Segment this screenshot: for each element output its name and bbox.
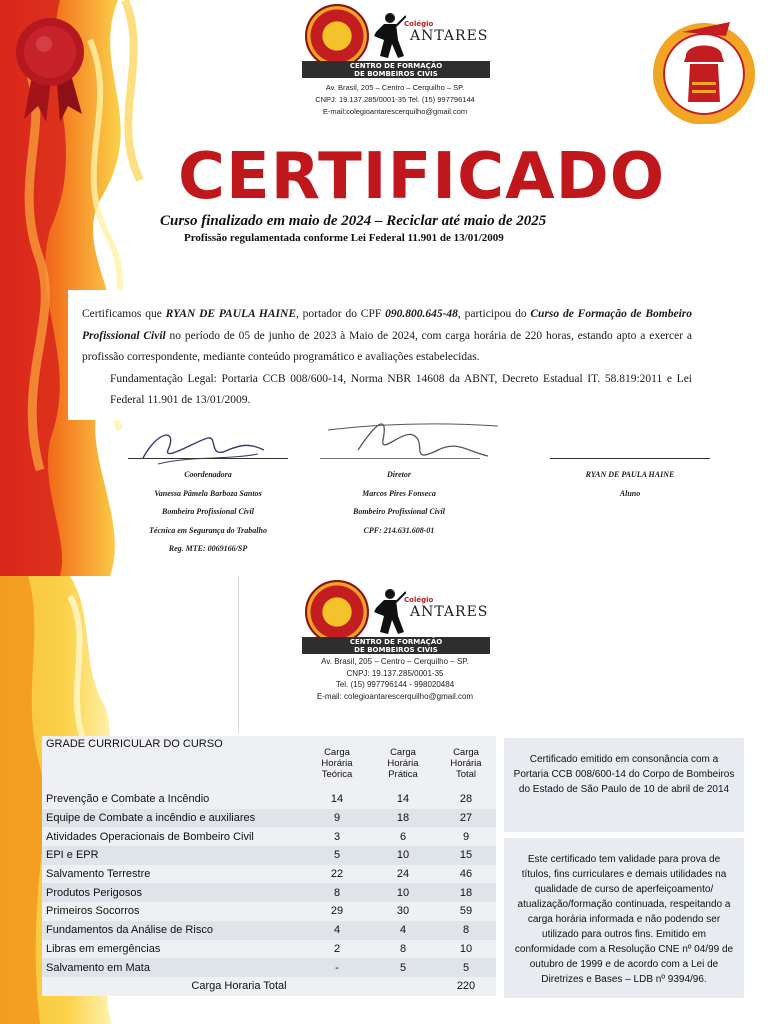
hours-cell: 10: [370, 883, 436, 902]
hours-cell: 4: [304, 921, 370, 940]
colegio-label: Colégio: [404, 20, 434, 28]
hours-cell: 6: [370, 827, 436, 846]
hours-cell: 22: [304, 865, 370, 884]
hours-cell: 8: [436, 921, 496, 940]
subject-cell: Primeiros Socorros: [42, 902, 304, 921]
curriculum-page: [0, 576, 768, 1024]
table-row: [42, 902, 496, 921]
certificate-title: CERTIFICADO: [178, 140, 666, 214]
table-header-total: Carga Horária Total: [436, 736, 496, 790]
hours-cell: 5: [370, 958, 436, 977]
fire-brigade-emblem-icon: [305, 580, 369, 644]
director-signature-line: [320, 458, 480, 459]
hours-cell: 5: [436, 958, 496, 977]
school-address-page2: Av. Brasil, 205 – Centro – Cerquilho – SP. CNPJ: 19.137.285/0001-35 Tel. (15) 997796144 - 998020484 E-mail: colegioantarescerquilho@gmail.com: [316, 657, 474, 701]
coordinator-signature-icon: [138, 420, 268, 470]
subject-cell: Fundamentos da Análise de Risco: [42, 921, 304, 940]
hours-cell: 9: [436, 827, 496, 846]
hours-cell: 3: [304, 827, 370, 846]
student-cpf: 090.800.645-48: [385, 308, 458, 320]
firefighter-silhouette-icon: [370, 12, 406, 60]
hours-cell: 8: [370, 940, 436, 959]
certificate-body: [82, 304, 692, 412]
school-header-page2: [295, 580, 495, 702]
director-signature-icon: [318, 410, 508, 470]
curriculum-table: [42, 736, 496, 996]
hours-cell: 29: [304, 902, 370, 921]
cnpj-tel-line: CNPJ: 19.137.285/0001-35 Tel. (15) 997796144: [315, 95, 475, 104]
table-row: [42, 809, 496, 828]
antares-wordmark: ANTARES: [410, 604, 489, 620]
table-total-row: [42, 977, 496, 996]
hours-cell: 59: [436, 902, 496, 921]
hours-cell: 30: [370, 902, 436, 921]
subject-cell: Produtos Perigosos: [42, 883, 304, 902]
hours-cell: -: [304, 958, 370, 977]
subject-cell: Salvamento em Mata: [42, 958, 304, 977]
certificate-law-line: Profissão regulamentada conforme Lei Federal 11.901 de 13/01/2009: [184, 232, 504, 244]
fire-brigade-emblem-icon: [305, 4, 369, 68]
certificate-paragraph-1: Certificamos que RYAN DE PAULA HAINE, portador do CPF 090.800.645-48, participou do Curso de Formação de Bombeiro Profissional Civil no período de 05 de junho de 2023 à Maio de 2024, com carga horária de 220 horas, estando apto a exercer a profissão correspondente, mediante conteúdo programático e avaliações estabelecidas.: [82, 308, 692, 363]
table-row: [42, 958, 496, 977]
subject-cell: Equipe de Combate a incêndio e auxiliares: [42, 809, 304, 828]
logo-bar: [302, 61, 490, 78]
table-row: [42, 846, 496, 865]
logo-bar-line2: DE BOMBEIROS CIVIS: [354, 70, 438, 78]
student-signature-line: [550, 458, 710, 459]
hours-cell: 10: [436, 940, 496, 959]
certificate-subtitle: Curso finalizado em maio de 2024 – Reciclar até maio de 2025: [160, 213, 547, 229]
firefighter-silhouette-icon: [370, 588, 406, 636]
school-logo: [300, 4, 490, 78]
hours-cell: 2: [304, 940, 370, 959]
course-name: Curso de Formação de Bombeiro Profissional Civil: [82, 308, 692, 342]
hours-cell: 28: [436, 790, 496, 809]
hours-cell: 15: [436, 846, 496, 865]
school-address: [295, 82, 495, 118]
table-row: [42, 921, 496, 940]
hours-cell: 4: [370, 921, 436, 940]
coordinator-signature-block: Coordenadora Vanessa Pâmela Barboza Santos Bombeira Profissional Civil Técnica em Segurança do Trabalho Reg. MTE: 0069166/SP: [149, 470, 267, 553]
table-row: [42, 827, 496, 846]
validity-note: Este certificado tem validade para prova de títulos, fins curriculares e demais utilidades na qualidade de curso de aperfeiçoamento/ atualização/formação continuada, respeitando a carga horária informada e não podendo ser utilizado para outros fins. Emitido em conformidade com a Resolução CNE nº 04/99 de outubro de 1999 e de acordo com a Lei de Diretrizes e Bases – LDB nº 9394/96.: [504, 838, 744, 998]
total-label: Carga Horaria Total: [42, 977, 436, 996]
total-value: 220: [436, 977, 496, 996]
hours-cell: 27: [436, 809, 496, 828]
hours-cell: 14: [304, 790, 370, 809]
email-line: E-mail:colegioantarescerquilho@gmail.com: [322, 107, 468, 116]
table-body: [42, 790, 496, 977]
hours-cell: 46: [436, 865, 496, 884]
school-header: [295, 4, 495, 118]
table-row: [42, 883, 496, 902]
hours-cell: 10: [370, 846, 436, 865]
hours-cell: 5: [304, 846, 370, 865]
table-row: [42, 790, 496, 809]
school-logo-page2: [300, 580, 490, 654]
hours-cell: 18: [436, 883, 496, 902]
subject-cell: Atividades Operacionais de Bombeiro Civil: [42, 827, 304, 846]
firefighter-badge-icon: [652, 12, 756, 124]
ordinance-note: Certificado emitido em consonância com a Portaria CCB 008/600-14 do Corpo de Bombeiros do Estado de São Paulo de 10 de abril de 2014: [504, 738, 744, 832]
logo-bar-line1: CENTRO DE FORMAÇÃO: [349, 62, 443, 70]
table-header-subject: GRADE CURRICULAR DO CURSO: [42, 736, 304, 790]
director-signature-block: Diretor Marcos Pires Fonseca Bombeiro Profissional Civil CPF: 214.631.608-01: [352, 470, 445, 535]
table-header-theory: Carga Horária Teórica: [304, 736, 370, 790]
red-wax-seal-icon: [14, 14, 86, 124]
subject-cell: Prevenção e Combate a Incêndio: [42, 790, 304, 809]
hours-cell: 8: [304, 883, 370, 902]
coordinator-signature-line: [128, 458, 288, 459]
student-signature-block: RYAN DE PAULA HAINE Aluno: [585, 470, 675, 498]
subject-cell: Libras em emergências: [42, 940, 304, 959]
subject-cell: Salvamento Terrestre: [42, 865, 304, 884]
colegio-label: Colégio: [404, 596, 434, 604]
address-line: Av. Brasil, 205 – Centro – Cerquilho – SP.: [325, 83, 465, 92]
subject-cell: EPI e EPR: [42, 846, 304, 865]
hours-cell: 18: [370, 809, 436, 828]
hours-cell: 9: [304, 809, 370, 828]
antares-wordmark: ANTARES: [410, 28, 489, 44]
table-row: [42, 940, 496, 959]
vertical-divider: [238, 576, 239, 734]
table-row: [42, 865, 496, 884]
student-name: RYAN DE PAULA HAINE: [165, 308, 296, 320]
logo-bar: CENTRO DE FORMAÇÃO DE BOMBEIROS CIVIS: [302, 637, 490, 654]
table-header-row: [42, 736, 496, 790]
hours-cell: 14: [370, 790, 436, 809]
hours-cell: 24: [370, 865, 436, 884]
table-header-practice: Carga Horária Prática: [370, 736, 436, 790]
certificate-paragraph-2: Fundamentação Legal: Portaria CCB 008/600-14, Norma NBR 14608 da ABNT, Decreto Estadual IT. 58.819:2011 e Lei Federal 11.901 de 13/01/2009.: [110, 372, 692, 406]
